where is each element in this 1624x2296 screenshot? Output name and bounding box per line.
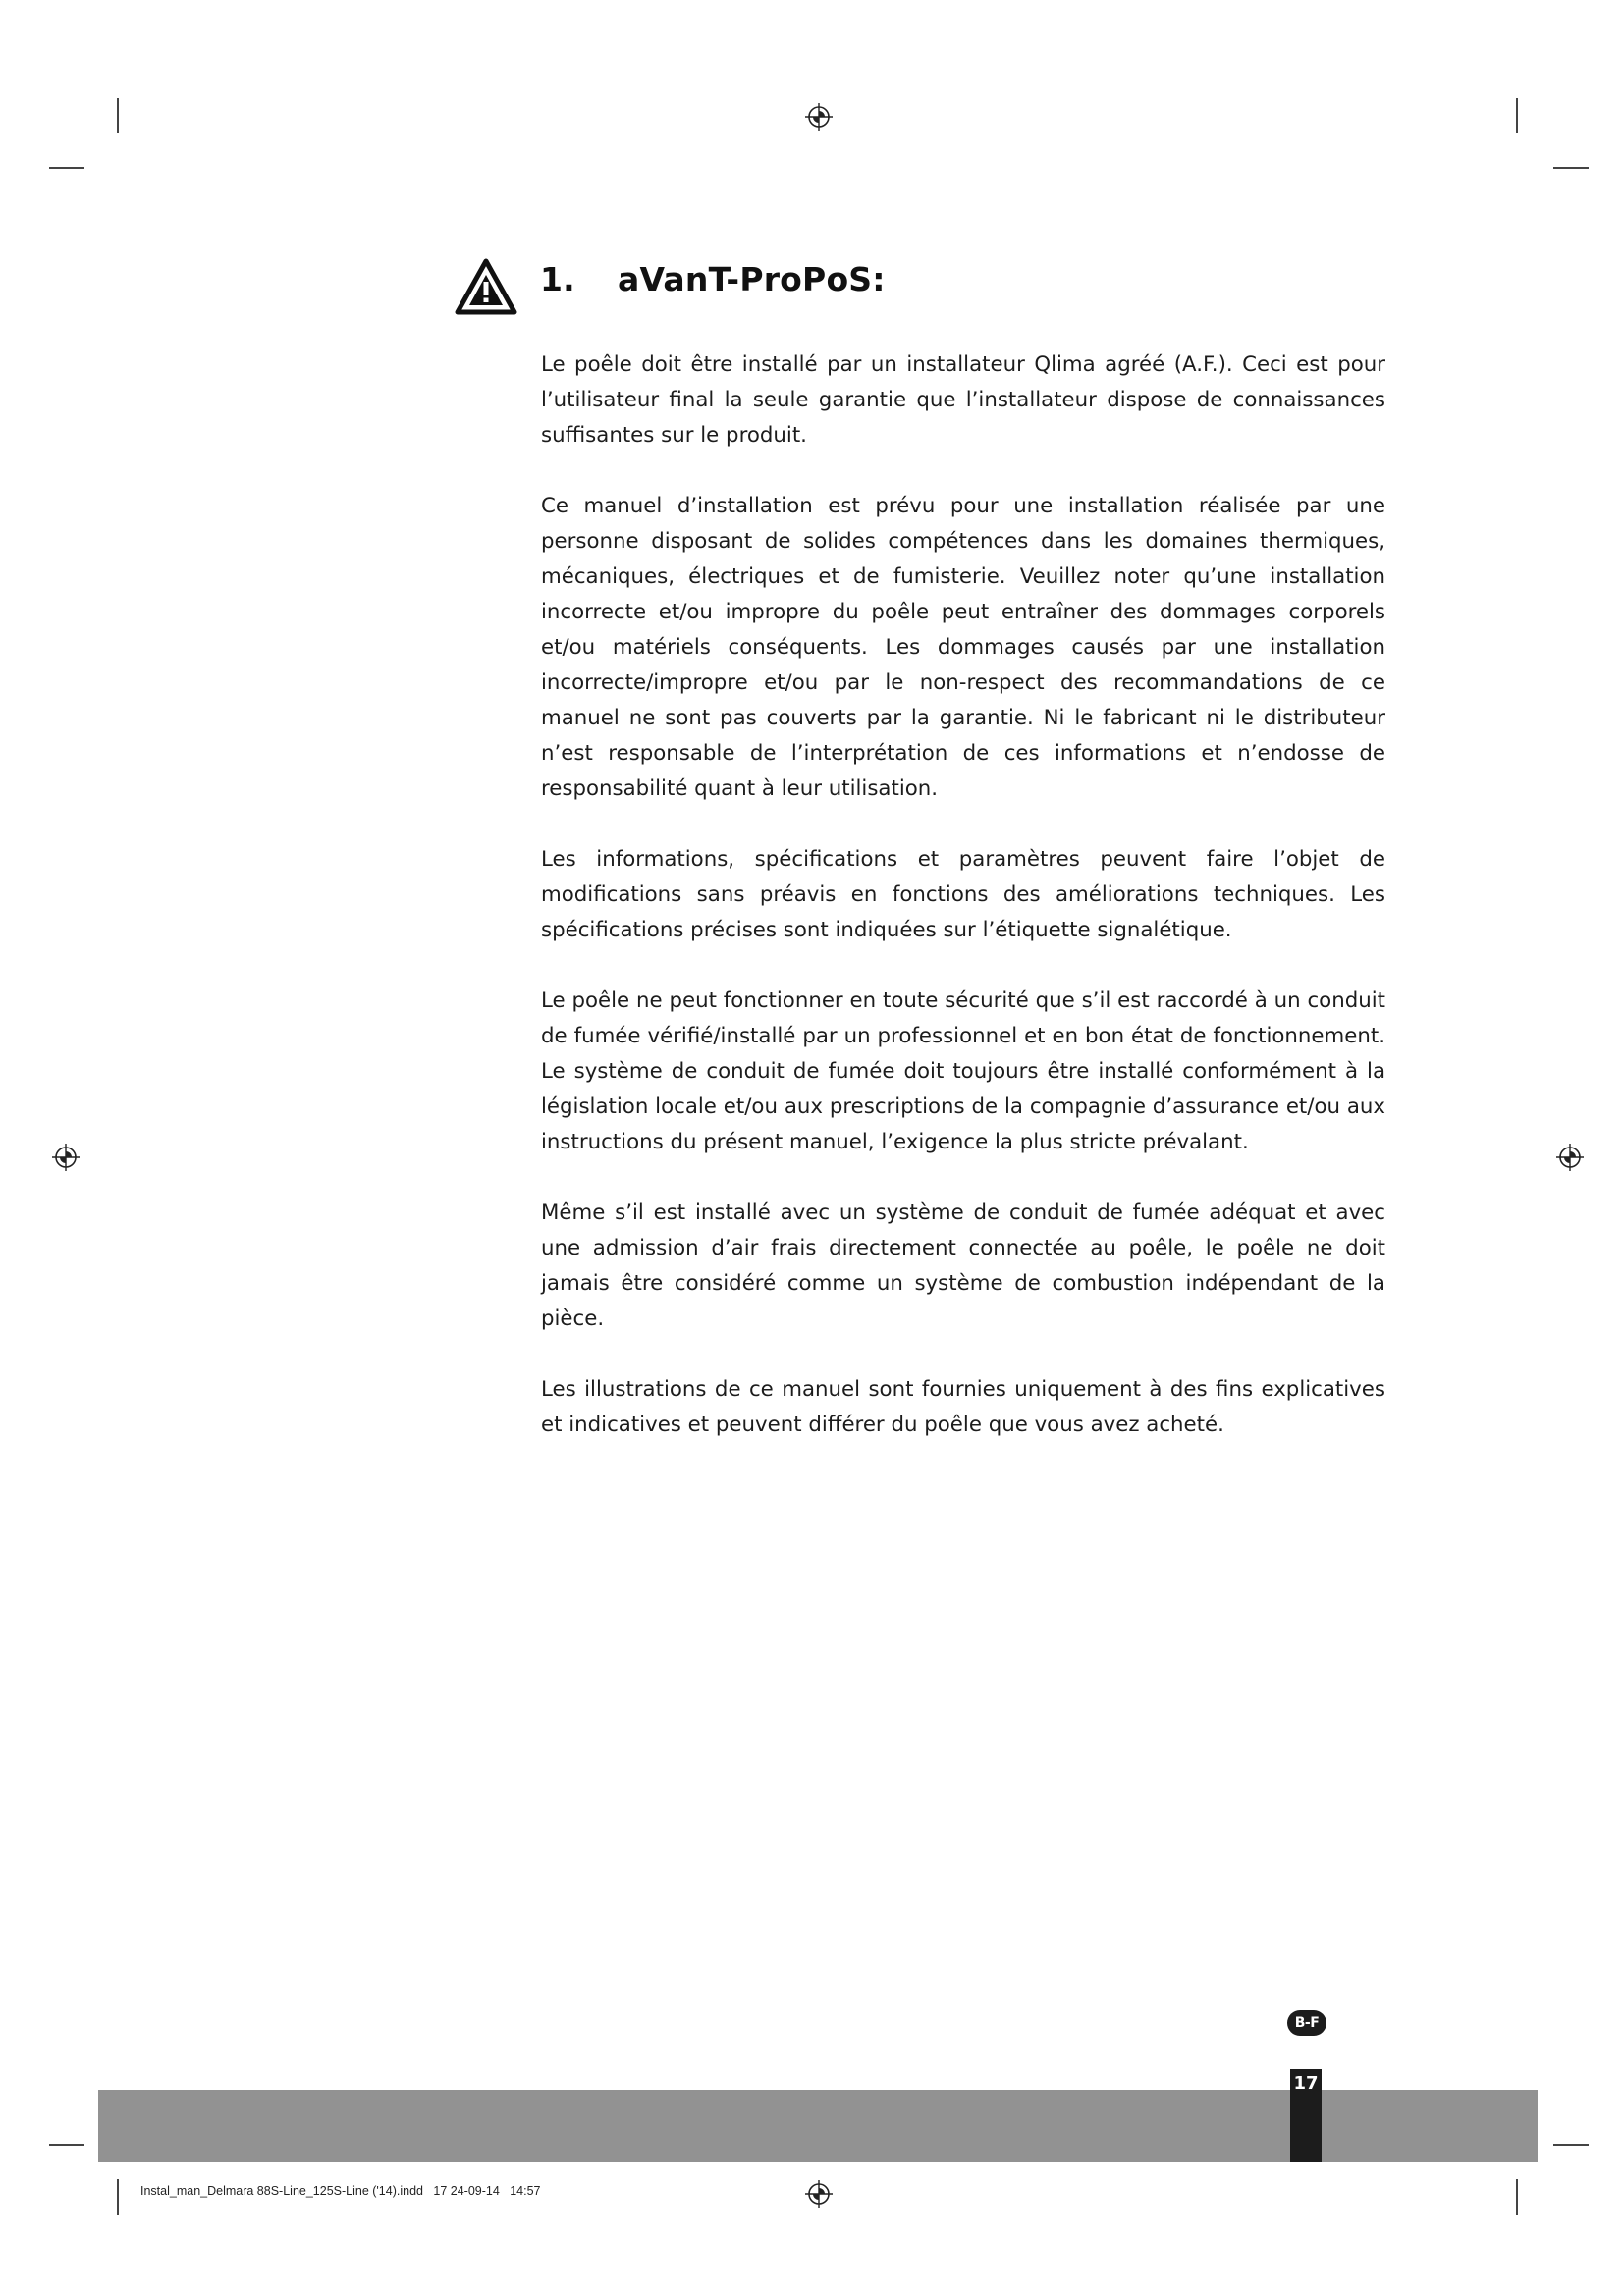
body-text bbox=[541, 347, 1385, 1478]
warning-triangle-icon bbox=[455, 258, 517, 315]
section-title: aVanT-ProPoS: bbox=[618, 260, 886, 298]
registration-mark-icon bbox=[1555, 1143, 1585, 1172]
crop-mark-bottom-right-horizontal bbox=[1553, 2144, 1589, 2146]
crop-mark-bottom-left-vertical bbox=[117, 2179, 119, 2215]
paragraph: Le poêle ne peut fonctionner en toute sécurité que s’il est raccordé à un conduit de fumée vérifié/installé par un professionnel et en bon état de fonctionnement. Le système de conduit de fumée doit toujours être installé conformément à la législation locale et/ou aux prescriptions de la compagnie d’assurance et/ou aux instructions du présent manuel, l’exigence la plus stricte prévalant. bbox=[541, 988, 1385, 1154]
crop-mark-bottom-right-vertical bbox=[1516, 2179, 1518, 2215]
print-slug: Instal_man_Delmara 88S-Line_125S-Line ('14).indd 17 24-09-14 14:57 bbox=[140, 2184, 541, 2198]
paragraph: Les illustrations de ce manuel sont fournies uniquement à des fins explicatives et indicatives et peuvent différer du poêle que vous avez acheté. bbox=[541, 1377, 1385, 1437]
registration-mark-icon bbox=[804, 102, 834, 132]
section-number: 1. bbox=[540, 260, 575, 298]
crop-mark-top-right-horizontal bbox=[1553, 167, 1589, 169]
crop-mark-bottom-left-horizontal bbox=[49, 2144, 84, 2146]
section-heading bbox=[540, 260, 886, 298]
paragraph: Ce manuel d’installation est prévu pour une installation réalisée par une personne disposant de solides compétences dans les domaines thermiques, mécaniques, électriques et de fumisterie. Veuillez noter qu’une installation incorrecte et/ou impropre du poêle peut entraîner des dommages corporels et/ou matériels conséquents. Les dommages causés par une installation incorrecte/impropre et/ou par le non-respect des recommandations de ce manuel ne sont pas couverts par la garantie. Ni le fabricant ni le distributeur n’est responsable de l’interprétation de ces informations et n’endosse de responsabilité quant à leur utilisation. bbox=[541, 494, 1385, 801]
language-badge: B-F bbox=[1287, 2010, 1326, 2036]
crop-mark-top-right-vertical bbox=[1516, 98, 1518, 133]
paragraph: Les informations, spécifications et paramètres peuvent faire l’objet de modifications sans préavis en fonctions des améliorations techniques. Les spécifications précises sont indiquées sur l’étiquette signalétique. bbox=[541, 847, 1385, 942]
paragraph: Le poêle doit être installé par un installateur Qlima agréé (A.F.). Ceci est pour l’utilisateur final la seule garantie que l’installateur dispose de connaissances suffisantes sur le produit. bbox=[541, 352, 1385, 448]
crop-mark-top-left-horizontal bbox=[49, 167, 84, 169]
registration-mark-icon bbox=[804, 2179, 834, 2209]
page-number: 17 bbox=[1290, 2069, 1322, 2162]
crop-mark-top-left-vertical bbox=[117, 98, 119, 133]
registration-mark-icon bbox=[51, 1143, 81, 1172]
paragraph: Même s’il est installé avec un système de conduit de fumée adéquat et avec une admission d’air frais directement connectée au poêle, le poêle ne doit jamais être considéré comme un système de combustion indépendant de la pièce. bbox=[541, 1201, 1385, 1331]
footer-bar bbox=[98, 2090, 1538, 2162]
